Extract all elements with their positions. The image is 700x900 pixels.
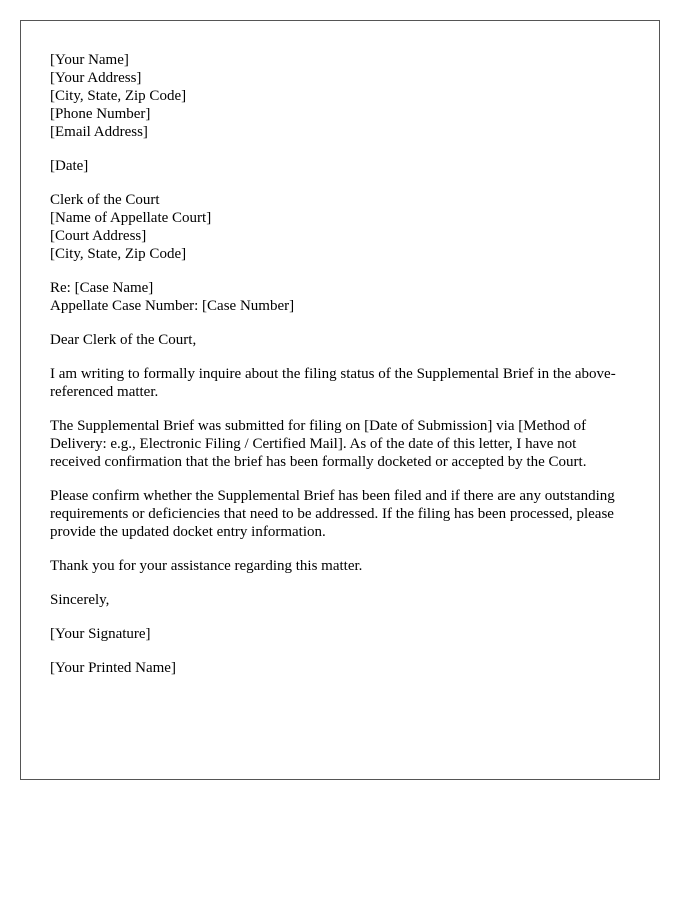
signature: [Your Signature] — [50, 626, 151, 642]
reference-block — [50, 279, 630, 315]
recipient-court-name: [Name of Appellate Court] — [50, 210, 212, 226]
letter-date: [Date] — [50, 158, 89, 174]
recipient-title: Clerk of the Court — [50, 192, 160, 208]
letter-page — [20, 20, 660, 780]
letter-body — [50, 51, 630, 693]
case-number-reference: Appellate Case Number: [Case Number] — [50, 298, 295, 314]
body-paragraph-1: I am writing to formally inquire about the filing status of the Supplemental Brief in the above-referenced matter. — [50, 366, 616, 400]
body-paragraph-2: The Supplemental Brief was submitted for filing on [Date of Submission] via [Method of Delivery: e.g., Electronic Filing / Certified Mail]. As of the date of this letter, I have not received confirmation that the brief has been formally docketed or accepted by the Court. — [50, 418, 587, 470]
recipient-court-address: [Court Address] — [50, 228, 147, 244]
body-paragraph-4: Thank you for your assistance regarding this matter. — [50, 558, 363, 574]
body-paragraph-3: Please confirm whether the Supplemental Brief has been filed and if there are any outstanding requirements or deficiencies that need to be addressed. If the filing has been processed, please provide the updated docket entry information. — [50, 488, 615, 540]
recipient-city-state-zip: [City, State, Zip Code] — [50, 246, 187, 262]
date-block — [50, 157, 630, 175]
sender-city-state-zip: [City, State, Zip Code] — [50, 88, 187, 104]
sender-phone: [Phone Number] — [50, 106, 151, 122]
closing: Sincerely, — [50, 592, 110, 608]
recipient-block — [50, 191, 630, 263]
printed-name: [Your Printed Name] — [50, 660, 176, 676]
salutation: Dear Clerk of the Court, — [50, 332, 197, 348]
case-name-reference: Re: [Case Name] — [50, 280, 154, 296]
sender-block — [50, 51, 630, 141]
sender-email: [Email Address] — [50, 124, 148, 140]
sender-address: [Your Address] — [50, 70, 142, 86]
sender-name: [Your Name] — [50, 52, 129, 68]
